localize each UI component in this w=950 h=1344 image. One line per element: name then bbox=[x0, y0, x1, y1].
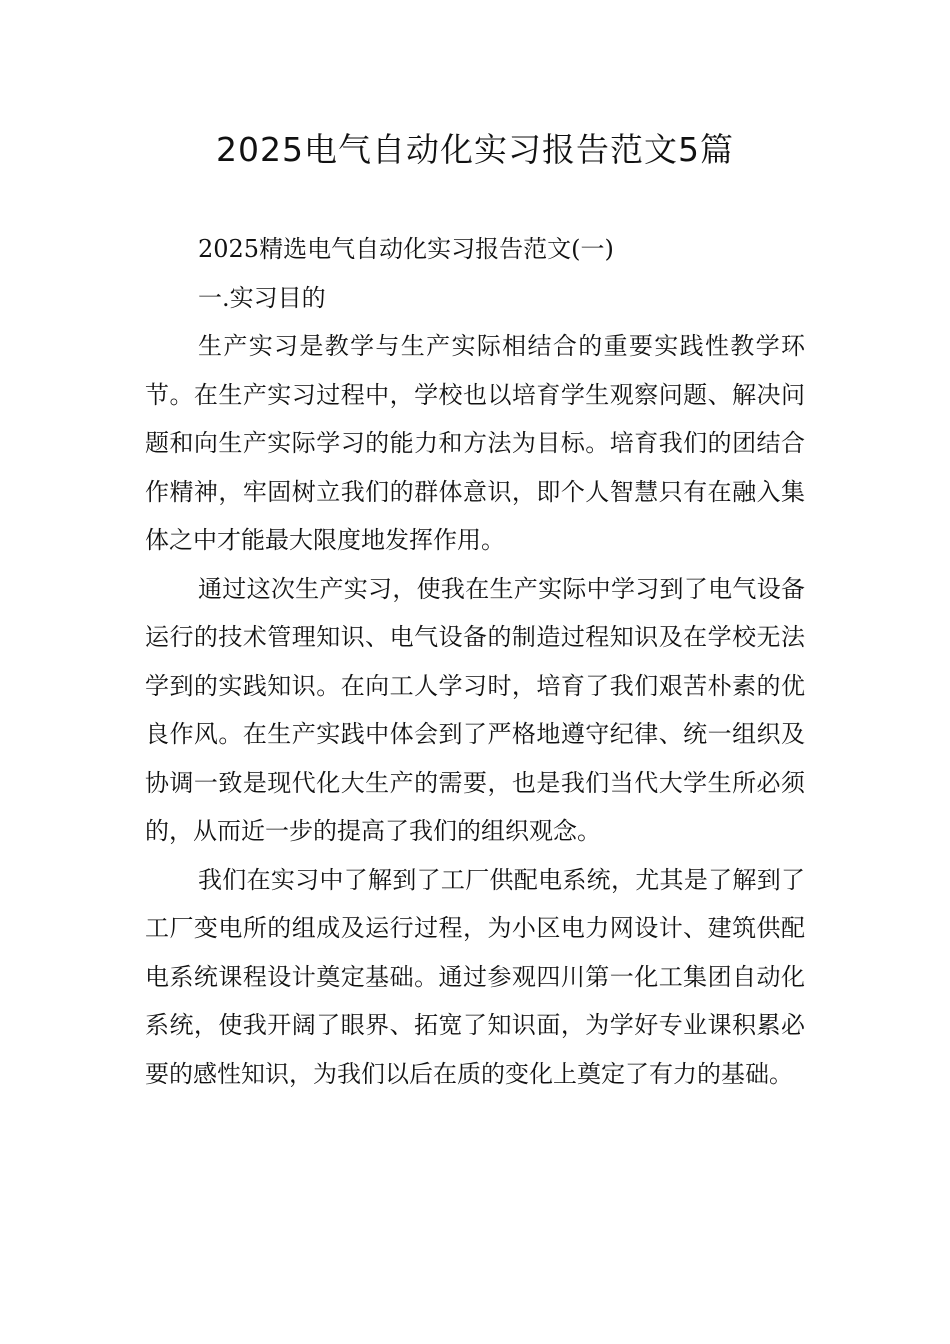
document-subtitle: 2025精选电气自动化实习报告范文(一) bbox=[198, 235, 614, 263]
document-title: 2025电气自动化实习报告范文5篇 bbox=[216, 130, 734, 169]
section-heading: 一.实习目的 bbox=[198, 283, 326, 312]
paragraph: 通过这次生产实习，使我在生产实际中学习到了电气设备运行的技术管理知识、电气设备的制造过程知识及在学校无法学到的实践知识。在向工人学习时，培育了我们艰苦朴素的优良作风。在生产实践中体会到了严格地遵守纪律、统一组织及协调一致是现代化大生产的需要，也是我们当代大学生所必须的，从而近一步的提高了我们的组织观念。 bbox=[145, 574, 805, 845]
document-body bbox=[145, 225, 805, 1098]
paragraph: 我们在实习中了解到了工厂供配电系统，尤其是了解到了工厂变电所的组成及运行过程，为小区电力网设计、建筑供配电系统课程设计奠定基础。通过参观四川第一化工集团自动化系统，使我开阔了眼界、拓宽了知识面，为学好专业课积累必要的感性知识，为我们以后在质的变化上奠定了有力的基础。 bbox=[145, 865, 805, 1088]
paragraph: 生产实习是教学与生产实际相结合的重要实践性教学环节。在生产实习过程中，学校也以培育学生观察问题、解决问题和向生产实际学习的能力和方法为目标。培育我们的团结合作精神，牢固树立我们的群体意识，即个人智慧只有在融入集体之中才能最大限度地发挥作用。 bbox=[145, 332, 805, 554]
